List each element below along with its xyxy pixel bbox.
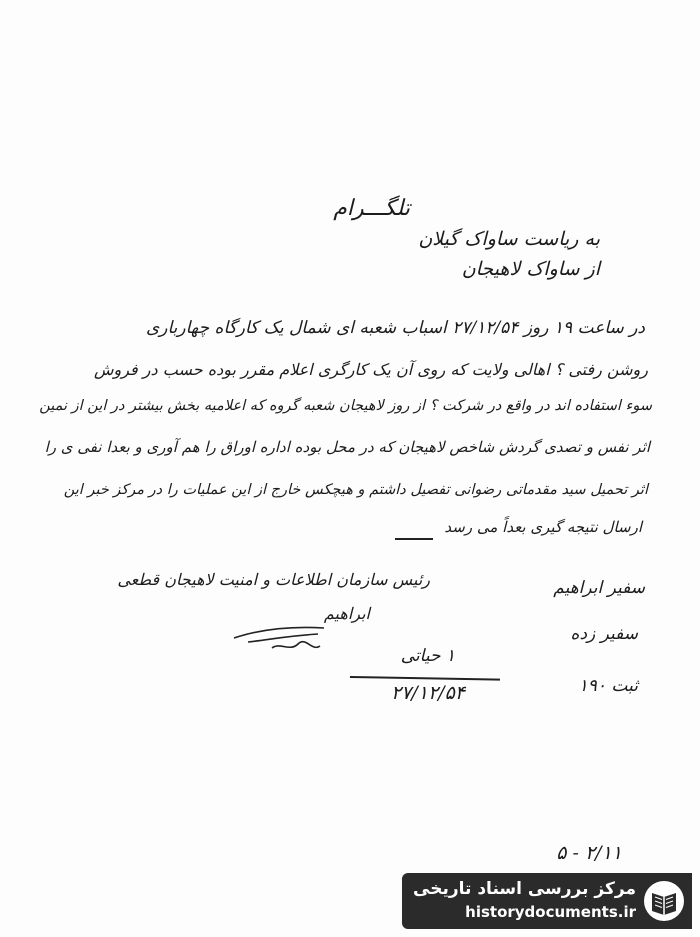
signature-line: رئیس سازمان اطلاعات و امنیت لاهیجان قطعی: [117, 570, 430, 589]
handwritten-signature: [228, 612, 338, 662]
body-line: روشن رفتی ؟ اهالی ولایت که روی آن یک کارگری اعلام مقرر بوده حسب در فروش: [93, 360, 648, 379]
closing-dash: [395, 538, 433, 540]
body-line: ارسال نتیجه گیری بعداً می رسد: [444, 518, 642, 536]
body-line: در ساعت ۱۹ روز ۲۷/۱۲/۵۴ اسباب شعبه ای شمال یک کارگاه چهارباری: [145, 318, 645, 338]
registration-number: ثبت ۱۹۰: [578, 676, 638, 696]
margin-note: سفیر زده: [570, 624, 638, 644]
body-line: سوء استفاده اند در واقع در شرکت ؟ از روز لاهیجان شعبه گروه که اعلامیه بخش بیشتر در این از نمین: [39, 398, 652, 414]
date-top: ۱ حیاتی: [400, 646, 455, 666]
body-line: اثر نفس و تصدی گردش شاخص لاهیجان که در محل بوده اداره اوراق را هم آوری و بعدا نفی ی را: [44, 438, 650, 456]
watermark-title: مرکز بررسی اسناد تاریخی: [413, 879, 636, 899]
body-line: اثر تحمیل سید مقدماتی رضوانی تفصیل داشتم و هیچکس خارج از این عملیات را در مرکز خبر این: [63, 482, 648, 498]
open-book-icon: [642, 879, 686, 923]
date-underline: [350, 676, 500, 680]
letter-sender: از ساواک لاهیجان: [461, 258, 600, 280]
page-number: ۲/۱۱ - ۵: [556, 842, 622, 864]
watermark-url: historydocuments.ir: [465, 903, 636, 921]
letter-recipient: به ریاست ساواک گیلان: [418, 228, 600, 250]
margin-note: سفیر ابراهیم: [553, 578, 645, 598]
letter-title: تلگـــرام: [333, 196, 410, 221]
signature-name: ابراهیم: [323, 604, 370, 623]
archive-watermark: [402, 873, 692, 929]
date-bottom: ۲۷/۱۲/۵۴: [390, 682, 465, 704]
